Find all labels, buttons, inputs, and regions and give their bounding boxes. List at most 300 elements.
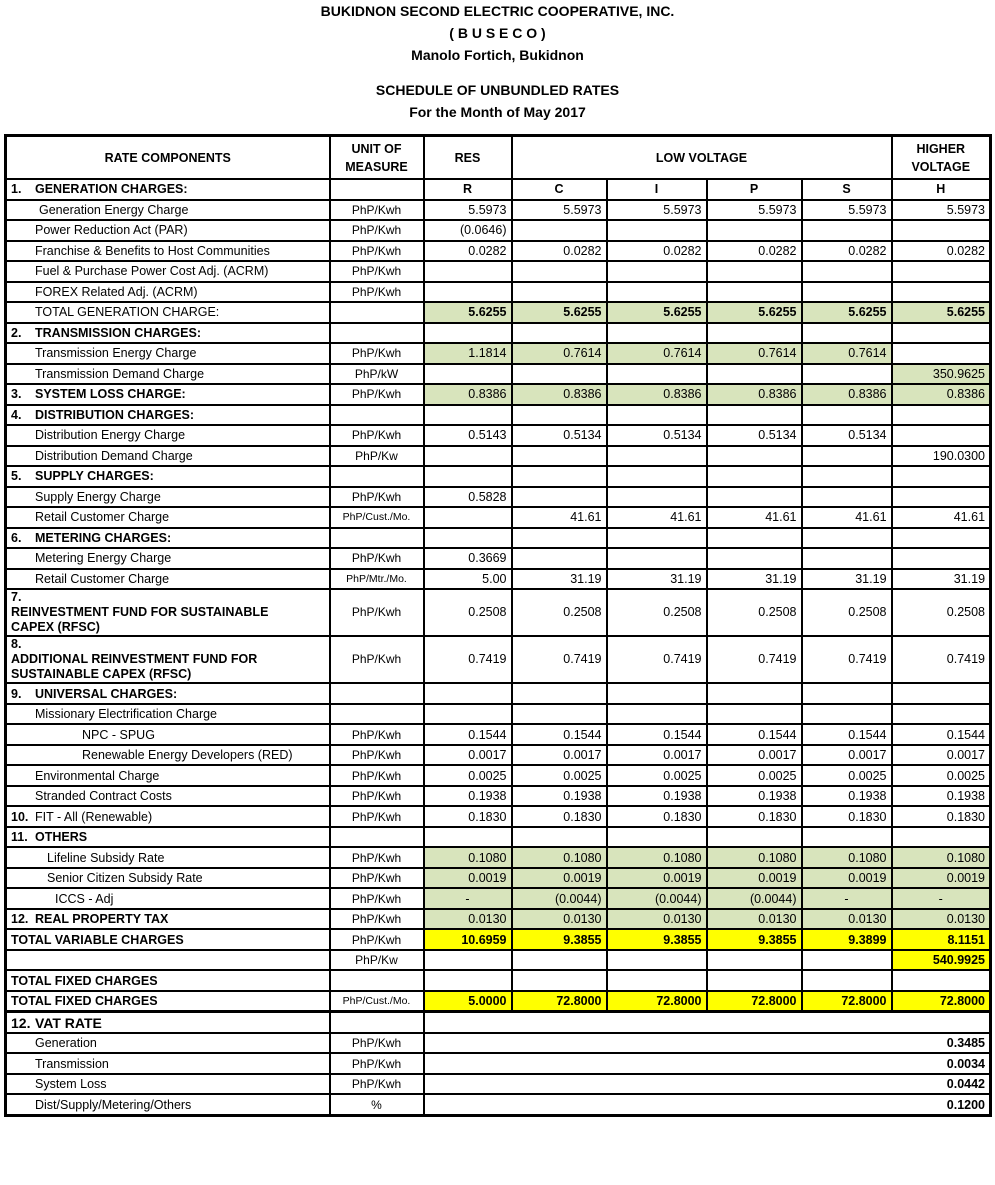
rate-value-p	[707, 528, 802, 549]
rate-value-p: 31.19	[707, 569, 802, 590]
rate-component-label	[6, 200, 330, 221]
rate-component-label	[6, 569, 330, 590]
rate-value-c: 0.1544	[512, 724, 607, 745]
unit-of-measure	[330, 466, 424, 487]
rate-component-label	[6, 528, 330, 549]
rate-value-r: 10.6959	[424, 929, 512, 950]
rate-value-r: 5.5973	[424, 200, 512, 221]
rate-value-c: (0.0044)	[512, 888, 607, 909]
rate-value-i: 0.0130	[607, 909, 707, 930]
rate-value-p	[707, 282, 802, 303]
rate-value-r	[424, 364, 512, 385]
table-row	[6, 847, 991, 868]
rate-value-p: 0.7419	[707, 636, 802, 683]
rate-component-label	[6, 868, 330, 889]
table-row	[6, 636, 991, 683]
table-row	[6, 909, 991, 930]
rate-value-s	[802, 970, 892, 991]
component-name: Renewable Energy Developers (RED)	[82, 748, 293, 763]
rate-value-i	[607, 827, 707, 848]
rate-component-label	[6, 548, 330, 569]
rate-value-p: 0.8386	[707, 384, 802, 405]
rate-value-i	[607, 220, 707, 241]
rate-value-c	[512, 282, 607, 303]
component-name: Retail Customer Charge	[35, 571, 170, 586]
row-number: 12.	[11, 912, 29, 927]
rate-value-s	[802, 323, 892, 344]
rate-value-r: 0.0130	[424, 909, 512, 930]
rate-value-h	[892, 425, 991, 446]
rate-value-s	[802, 220, 892, 241]
vat-component-label: Dist/Supply/Metering/Others	[6, 1094, 330, 1115]
component-name: Distribution Demand Charge	[35, 448, 193, 463]
rate-value-h: 5.6255	[892, 302, 991, 323]
rate-component-label	[6, 179, 330, 200]
rate-component-label	[6, 806, 330, 827]
rate-value-p	[707, 487, 802, 508]
rate-value-c: 41.61	[512, 507, 607, 528]
component-name: Metering Energy Charge	[35, 551, 172, 566]
rate-value-p	[707, 364, 802, 385]
col-rate-components: RATE COMPONENTS	[6, 136, 330, 180]
unit-of-measure: PhP/Kwh	[330, 806, 424, 827]
unit-of-measure: PhP/Kwh	[330, 636, 424, 683]
rate-value-h	[892, 220, 991, 241]
rate-value-h	[892, 405, 991, 426]
company-acronym: ( B U S E C O )	[449, 25, 546, 41]
rate-value-r: 0.8386	[424, 384, 512, 405]
rate-value-r: 0.1544	[424, 724, 512, 745]
table-row	[6, 548, 991, 569]
rate-value-p: 9.3855	[707, 929, 802, 950]
component-name: FIT - All (Renewable)	[35, 809, 153, 824]
rate-component-label	[6, 827, 330, 848]
rate-component-label	[6, 950, 330, 971]
rate-value-i: 0.1080	[607, 847, 707, 868]
rate-component-label	[6, 929, 330, 950]
table-row	[6, 343, 991, 364]
rate-component-label	[6, 343, 330, 364]
row-number: 9.	[11, 686, 22, 701]
table-row	[6, 786, 991, 807]
rate-value-i: (0.0044)	[607, 888, 707, 909]
row-number: 6.	[11, 530, 22, 545]
rate-value-i: 0.0017	[607, 745, 707, 766]
rate-value-i	[607, 487, 707, 508]
rate-value-r: 0.2508	[424, 589, 512, 636]
component-name: SUPPLY CHARGES:	[35, 469, 154, 484]
rate-value-s: 0.0025	[802, 765, 892, 786]
unit-of-measure: PhP/Kwh	[330, 200, 424, 221]
component-name: Transmission Demand Charge	[35, 366, 205, 381]
vat-value: 0.3485	[424, 1033, 991, 1054]
rate-value-h	[892, 970, 991, 991]
rate-value-s	[802, 528, 892, 549]
rate-value-i: 41.61	[607, 507, 707, 528]
component-name: TOTAL GENERATION CHARGE:	[35, 305, 220, 320]
rate-value-r	[424, 704, 512, 725]
unit-of-measure: PhP/Cust./Mo.	[330, 507, 424, 528]
unit-of-measure	[330, 179, 424, 200]
rate-value-r: 5.0000	[424, 991, 512, 1012]
table-row	[6, 241, 991, 262]
rate-value-i: 0.1830	[607, 806, 707, 827]
vat-component-label: System Loss	[6, 1074, 330, 1095]
rate-value-h	[892, 343, 991, 364]
unit-of-measure: PhP/Kw	[330, 950, 424, 971]
row-number: 3.	[11, 387, 22, 402]
rate-value-s	[802, 466, 892, 487]
table-row	[6, 302, 991, 323]
vat-value: 0.0442	[424, 1074, 991, 1095]
unit-of-measure: PhP/Cust./Mo.	[330, 991, 424, 1012]
rate-value-r	[424, 507, 512, 528]
rate-value-i: 5.6255	[607, 302, 707, 323]
rate-value-i: 0.0282	[607, 241, 707, 262]
rate-value-r	[424, 827, 512, 848]
rate-value-s: 0.7614	[802, 343, 892, 364]
rate-component-label	[6, 446, 330, 467]
unit-of-measure	[330, 970, 424, 991]
rate-value-s: 72.8000	[802, 991, 892, 1012]
table-row	[6, 466, 991, 487]
rate-value-h: 0.0282	[892, 241, 991, 262]
rate-value-p: 0.7614	[707, 343, 802, 364]
rate-value-c: 0.0130	[512, 909, 607, 930]
row-number: 1.	[11, 182, 22, 197]
rate-value-s: 0.5134	[802, 425, 892, 446]
component-name: Generation Energy Charge	[39, 202, 189, 217]
rate-value-s: 0.2508	[802, 589, 892, 636]
schedule-period: For the Month of May 2017	[409, 104, 586, 120]
unit-of-measure: PhP/Kwh	[330, 589, 424, 636]
component-name: METERING CHARGES:	[35, 530, 172, 545]
unit-of-measure: PhP/Kwh	[330, 868, 424, 889]
rate-component-label	[6, 466, 330, 487]
rate-component-label	[6, 425, 330, 446]
rate-value-h: 0.1830	[892, 806, 991, 827]
rate-value-r	[424, 528, 512, 549]
rate-value-s	[802, 282, 892, 303]
rate-value-r: 5.6255	[424, 302, 512, 323]
rate-value-c	[512, 261, 607, 282]
rate-value-c: 0.5134	[512, 425, 607, 446]
rate-value-i: 0.5134	[607, 425, 707, 446]
rate-value-h: H	[892, 179, 991, 200]
unit-of-measure	[330, 683, 424, 704]
rate-value-r: 0.5828	[424, 487, 512, 508]
rate-component-label	[6, 724, 330, 745]
rate-value-p: 0.0019	[707, 868, 802, 889]
table-row	[6, 364, 991, 385]
component-name: Distribution Energy Charge	[35, 428, 186, 443]
table-row	[6, 425, 991, 446]
unit-of-measure: PhP/Kwh	[330, 847, 424, 868]
unit-of-measure	[330, 704, 424, 725]
row-number: 4.	[11, 407, 22, 422]
rate-value-h: 31.19	[892, 569, 991, 590]
unit-of-measure	[330, 827, 424, 848]
rate-value-h: 8.1151	[892, 929, 991, 950]
rate-value-r: 5.00	[424, 569, 512, 590]
unit-of-measure: PhP/Kwh	[330, 384, 424, 405]
rate-value-s	[802, 487, 892, 508]
rate-value-i: 0.1938	[607, 786, 707, 807]
rate-value-r: 0.0017	[424, 745, 512, 766]
rate-component-label	[6, 302, 330, 323]
rate-value-i	[607, 364, 707, 385]
rate-value-i: 31.19	[607, 569, 707, 590]
rate-value-c	[512, 487, 607, 508]
rate-value-h: 5.5973	[892, 200, 991, 221]
rate-value-c	[512, 528, 607, 549]
component-name: Lifeline Subsidy Rate	[47, 850, 165, 865]
rate-value-c	[512, 364, 607, 385]
rate-value-p	[707, 405, 802, 426]
rate-value-r	[424, 261, 512, 282]
rate-value-i: 0.0025	[607, 765, 707, 786]
col-res: RES	[424, 136, 512, 180]
rate-value-s: 5.5973	[802, 200, 892, 221]
rate-value-r: 0.0025	[424, 765, 512, 786]
component-name: NPC - SPUG	[82, 727, 155, 742]
rate-value-h: 0.0130	[892, 909, 991, 930]
unit-of-measure: PhP/Kw	[330, 446, 424, 467]
rate-value-h: 0.1080	[892, 847, 991, 868]
rate-component-label	[6, 364, 330, 385]
rate-value-s	[802, 827, 892, 848]
table-row	[6, 970, 991, 991]
rate-value-s	[802, 683, 892, 704]
rate-value-i: 9.3855	[607, 929, 707, 950]
rate-value-c: 0.1830	[512, 806, 607, 827]
rate-value-c: 5.6255	[512, 302, 607, 323]
rate-value-p: 0.0130	[707, 909, 802, 930]
rate-value-i	[607, 323, 707, 344]
rate-value-c	[512, 683, 607, 704]
rate-value-s: 0.0017	[802, 745, 892, 766]
unit-of-measure	[330, 1012, 424, 1033]
rate-value-s: 9.3899	[802, 929, 892, 950]
rate-value-h: 0.0025	[892, 765, 991, 786]
rate-value-i: 0.1544	[607, 724, 707, 745]
rate-value-s: 5.6255	[802, 302, 892, 323]
rate-value-p: (0.0044)	[707, 888, 802, 909]
company-location: Manolo Fortich, Bukidnon	[411, 47, 584, 63]
rate-value-r: 0.1830	[424, 806, 512, 827]
rate-value-i	[607, 261, 707, 282]
rate-value-r	[424, 950, 512, 971]
rate-value-h	[892, 261, 991, 282]
unit-of-measure	[330, 528, 424, 549]
rate-value-s: 0.0130	[802, 909, 892, 930]
table-row	[6, 323, 991, 344]
rate-value-i	[607, 950, 707, 971]
vat-value: 0.0034	[424, 1053, 991, 1074]
rate-value-p: 0.1830	[707, 806, 802, 827]
rate-value-c	[512, 220, 607, 241]
rate-value-r: 0.0019	[424, 868, 512, 889]
table-row	[6, 528, 991, 549]
rate-value-i: 0.0019	[607, 868, 707, 889]
col-unit-of-measure: UNIT OF MEASURE	[330, 136, 424, 180]
rate-value-c: 0.8386	[512, 384, 607, 405]
rate-value-h	[892, 683, 991, 704]
rate-value-p: P	[707, 179, 802, 200]
unit-of-measure: PhP/Kwh	[330, 261, 424, 282]
rate-value-h	[892, 323, 991, 344]
unit-of-measure: PhP/Kwh	[330, 1053, 424, 1074]
vat-row	[6, 1094, 991, 1115]
rate-value-c	[512, 704, 607, 725]
vat-title: VAT RATE	[35, 1014, 102, 1031]
rate-value-s: 0.0019	[802, 868, 892, 889]
component-name: Power Reduction Act (PAR)	[35, 223, 188, 238]
row-number: 8.	[11, 637, 22, 652]
rate-value-c: 0.7614	[512, 343, 607, 364]
unit-of-measure: PhP/Kwh	[330, 786, 424, 807]
unit-of-measure: PhP/Kwh	[330, 929, 424, 950]
unit-of-measure	[330, 405, 424, 426]
table-row	[6, 487, 991, 508]
table-row	[6, 405, 991, 426]
component-name: UNIVERSAL CHARGES:	[35, 686, 178, 701]
rate-value-c	[512, 827, 607, 848]
table-row	[6, 683, 991, 704]
table-row	[6, 569, 991, 590]
rate-component-label	[6, 970, 330, 991]
rate-value-r	[424, 446, 512, 467]
rate-value-p: 0.5134	[707, 425, 802, 446]
unit-of-measure: PhP/Kwh	[330, 282, 424, 303]
component-name: Environmental Charge	[35, 768, 160, 783]
row-number: 10.	[11, 809, 29, 824]
unit-of-measure: PhP/kW	[330, 364, 424, 385]
rate-value-p	[707, 548, 802, 569]
rate-component-label	[6, 704, 330, 725]
rate-component-label	[6, 888, 330, 909]
rate-value-h: 0.0019	[892, 868, 991, 889]
rate-value-h: 540.9925	[892, 950, 991, 971]
table-row	[6, 261, 991, 282]
rate-value-c	[512, 323, 607, 344]
rate-value-s: 0.1080	[802, 847, 892, 868]
row-number: 2.	[11, 325, 22, 340]
rate-value-c	[512, 548, 607, 569]
component-name: TOTAL VARIABLE CHARGES	[11, 932, 184, 947]
rate-value-s: 0.1544	[802, 724, 892, 745]
rate-value-i	[607, 528, 707, 549]
rate-value-s	[802, 261, 892, 282]
rate-value-p: 0.2508	[707, 589, 802, 636]
component-name: Franchise & Benefits to Host Communities	[35, 243, 270, 258]
rate-value-h	[892, 704, 991, 725]
rate-value-c	[512, 950, 607, 971]
rate-value-p	[707, 827, 802, 848]
component-name: SYSTEM LOSS CHARGE:	[35, 387, 186, 402]
rate-value-c: 0.0282	[512, 241, 607, 262]
rate-value-i	[607, 704, 707, 725]
rate-value-h	[892, 487, 991, 508]
rate-value-s: 0.1830	[802, 806, 892, 827]
rate-component-label	[6, 786, 330, 807]
rate-value-s	[802, 704, 892, 725]
unbundled-rates-table	[4, 134, 992, 1117]
component-name: ICCS - Adj	[55, 891, 114, 906]
rate-value-s	[802, 950, 892, 971]
rate-value-i	[607, 466, 707, 487]
rate-value-i	[607, 548, 707, 569]
rate-component-label	[6, 220, 330, 241]
component-name: Supply Energy Charge	[35, 489, 161, 504]
component-name: REAL PROPERTY TAX	[35, 912, 169, 927]
component-name: GENERATION CHARGES:	[35, 182, 188, 197]
rate-value-i	[607, 405, 707, 426]
rate-value-h: 190.0300	[892, 446, 991, 467]
rate-value-h: 0.7419	[892, 636, 991, 683]
rate-value-c	[512, 970, 607, 991]
rate-value-p: 0.1544	[707, 724, 802, 745]
rate-value-c: 0.0019	[512, 868, 607, 889]
table-row	[6, 282, 991, 303]
rate-value-s	[802, 364, 892, 385]
table-row	[6, 888, 991, 909]
rate-component-label	[6, 384, 330, 405]
rate-component-label	[6, 765, 330, 786]
rate-value-i	[607, 446, 707, 467]
rate-value-h: -	[892, 888, 991, 909]
rate-value-p	[707, 950, 802, 971]
table-row	[6, 745, 991, 766]
rate-value-s: S	[802, 179, 892, 200]
table-row	[6, 507, 991, 528]
rate-component-label	[6, 683, 330, 704]
rate-value-p: 0.0017	[707, 745, 802, 766]
rate-component-label	[6, 745, 330, 766]
rate-value-r: -	[424, 888, 512, 909]
rate-value-c	[512, 466, 607, 487]
rate-value-c	[512, 405, 607, 426]
rate-value-s	[802, 446, 892, 467]
rate-value-p: 0.1938	[707, 786, 802, 807]
table-row	[6, 220, 991, 241]
rate-value-c: 0.0017	[512, 745, 607, 766]
unit-of-measure	[330, 302, 424, 323]
component-name: TRANSMISSION CHARGES:	[35, 325, 201, 340]
vat-rate-label	[6, 1012, 330, 1033]
document-header	[0, 0, 995, 123]
company-name: BUKIDNON SECOND ELECTRIC COOPERATIVE, INC.	[320, 3, 675, 19]
rate-value-h	[892, 528, 991, 549]
rate-value-h: 0.1544	[892, 724, 991, 745]
rate-value-c: 0.0025	[512, 765, 607, 786]
component-name: REINVESTMENT FUND FOR SUSTAINABLE CAPEX (RFSC)	[11, 605, 269, 635]
schedule-title: SCHEDULE OF UNBUNDLED RATES	[375, 82, 620, 98]
vat-component-label: Generation	[6, 1033, 330, 1054]
rate-value-r: 1.1814	[424, 343, 512, 364]
rate-component-label	[6, 405, 330, 426]
unit-of-measure: PhP/Kwh	[330, 548, 424, 569]
component-name: ADDITIONAL REINVESTMENT FUND FOR SUSTAINABLE CAPEX (RFSC)	[11, 652, 258, 682]
table-row	[6, 589, 991, 636]
component-name: TOTAL FIXED CHARGES	[11, 973, 158, 988]
rate-value-r: 0.7419	[424, 636, 512, 683]
rate-value-r	[424, 405, 512, 426]
rate-value-i	[607, 683, 707, 704]
table-row	[6, 827, 991, 848]
rate-value-s: 0.8386	[802, 384, 892, 405]
rate-value-p: 5.6255	[707, 302, 802, 323]
